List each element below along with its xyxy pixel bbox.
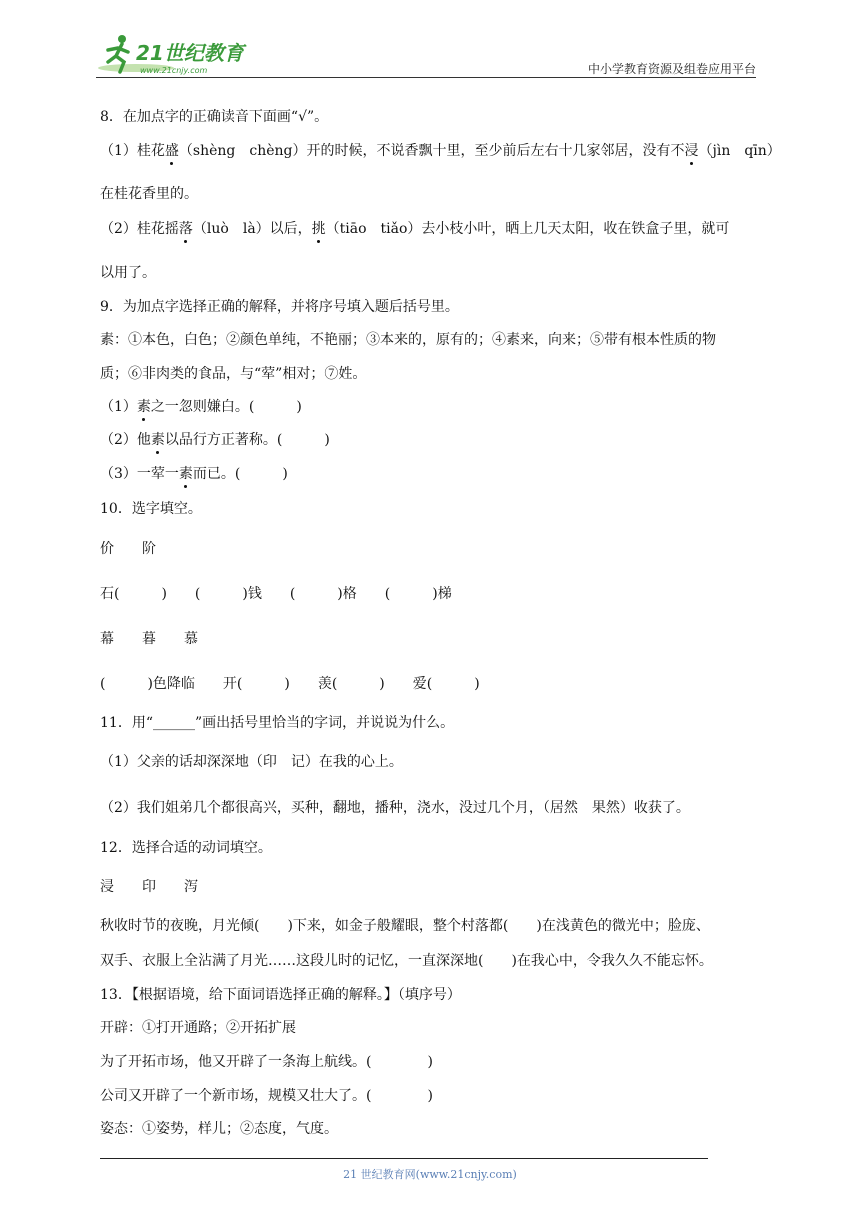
dotted-char: 落: [178, 221, 193, 237]
q13-s2: 公司又开辟了一个新市场，规模又壮大了。( ): [100, 1088, 433, 1104]
dotted-char: 素: [178, 466, 193, 482]
q9-s3: （3）一荤一素而已。( ): [100, 466, 288, 482]
q13-def1: 开辟：①打开通路；②开拓扩展: [100, 1020, 296, 1036]
q10-chars1: 价 阶: [100, 541, 156, 557]
q8-line2: 在桂花香里的。: [100, 186, 198, 202]
header-divider: [96, 77, 756, 78]
logo: [96, 32, 266, 76]
q10-chars2: 幕 暮 慕: [100, 631, 198, 647]
q9-s1: （1）素之一忽则嫌白。( ): [100, 399, 302, 415]
logo-url: www.21cnjy.com: [140, 66, 208, 75]
q13-title: 13．【根据语境，给下面词语选择正确的解释。】（填序号）: [100, 987, 461, 1003]
dotted-char: 盛: [164, 143, 179, 159]
platform-name: 中小学教育资源及组卷应用平台: [587, 62, 756, 76]
dotted-char: 素: [136, 399, 151, 415]
q8-title: 8．在加点字的正确读音下面画“√”。: [100, 109, 329, 125]
dotted-char: 浸: [684, 143, 699, 159]
q13-def2: 姿态：①姿势，样儿；②态度，气度。: [100, 1121, 338, 1137]
q8-line1: （1）桂花盛（shèng chèng）开的时候，不说香飘十里，至少前后左右十几家邻居，没有不浸（jìn qīn）: [100, 143, 781, 159]
dotted-char: 素: [150, 432, 165, 448]
q10-title: 10．选字填空。: [100, 501, 202, 517]
q13-s1: 为了开拓市场，他又开辟了一条海上航线。( ): [100, 1054, 433, 1070]
q9-def1: 素：①本色，白色；②颜色单纯，不艳丽；③本来的，原有的；④素来，向来；⑤带有根本性质的物: [100, 332, 716, 348]
dotted-char: 挑: [311, 221, 326, 237]
q9-title: 9．为加点字选择正确的解释，并将序号填入题后括号里。: [100, 299, 459, 315]
logo-title: 21世纪教育: [136, 41, 244, 65]
q12-p2: 双手、衣服上全沾满了月光……这段儿时的记忆，一直深深地( )在我心中，令我久久不能忘怀。: [100, 953, 713, 969]
q12-p1: 秋收时节的夜晚，月光倾( )下来，如金子般耀眼，整个村落都( )在浅黄色的微光中；脸庞、: [100, 918, 710, 934]
q9-s2: （2）他素以品行方正著称。( ): [100, 432, 330, 448]
q8-line4: 以用了。: [100, 265, 156, 281]
q11-s2: （2）我们姐弟几个都很高兴，买种，翻地，播种，浇水，没过几个月，（居然 果然）收获了。: [100, 800, 690, 816]
q11-title: 11．用“______”画出括号里恰当的字词，并说说为什么。: [100, 715, 455, 731]
q10-row2: ( )色降临 开( ) 羡( ) 爱( ): [100, 676, 480, 692]
q8-line3: （2）桂花摇落（luò là）以后，挑（tiāo tiǎo）去小枝小叶，晒上几天太阳，收在铁盒子里，就可: [100, 221, 730, 237]
footer-link[interactable]: 21 世纪教育网(www.21cnjy.com): [343, 1168, 517, 1181]
q12-title: 12．选择合适的动词填空。: [100, 840, 272, 856]
q9-def2: 质；⑥非肉类的食品，与“荤”相对；⑦姓。: [100, 366, 367, 382]
footer-divider: [100, 1158, 708, 1159]
q12-words: 浸 印 泻: [100, 879, 198, 895]
q10-row1: 石( ) ( )钱 ( )格 ( )梯: [100, 586, 452, 602]
page-header: [96, 30, 756, 78]
q11-s1: （1）父亲的话却深深地（印 记）在我的心上。: [100, 754, 403, 770]
